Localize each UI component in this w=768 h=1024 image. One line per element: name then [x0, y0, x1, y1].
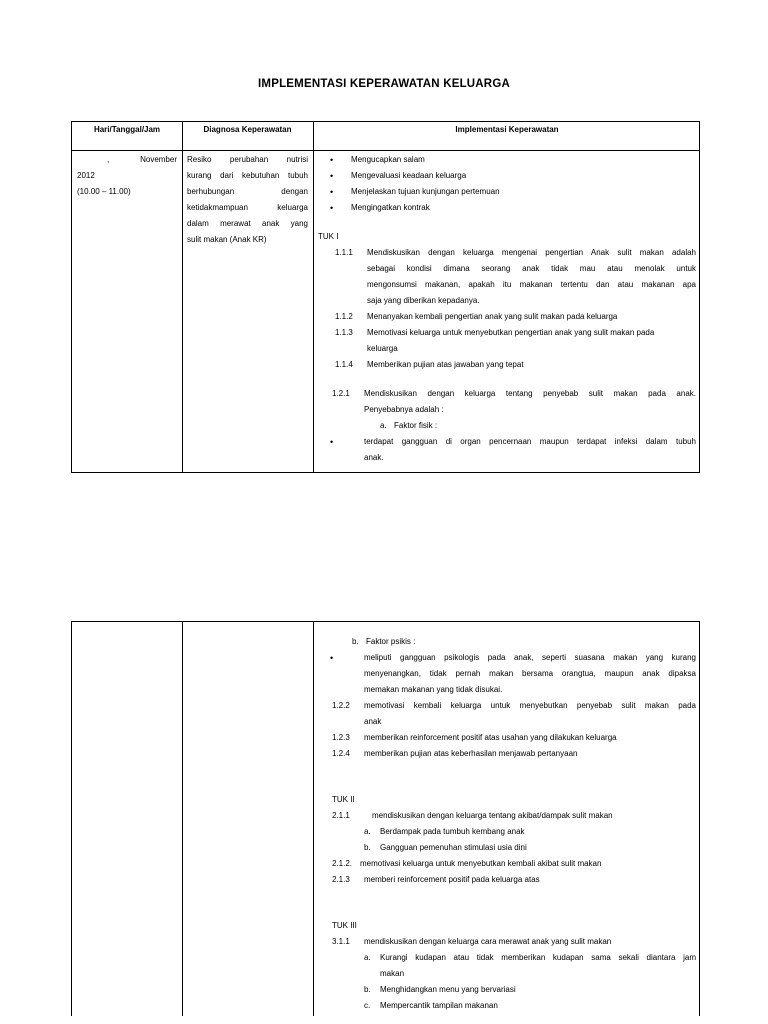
text-line: keluarga [367, 344, 398, 353]
date-year: 2012 [77, 171, 95, 180]
factor-b-bullet [318, 650, 696, 698]
bullet-item: • Mengingatkan kontrak [318, 200, 696, 216]
date-time: (10.00 – 11.00) [77, 187, 131, 196]
factor-b [318, 634, 696, 650]
item-1-2-1 [318, 386, 696, 418]
sub-text: Gangguan pemenuhan stimulasi usia dini [380, 843, 527, 852]
header-implementation: Implementasi Keperawatan [455, 125, 559, 134]
bullet-item: • Mengevaluasi keadaan keluarga [318, 168, 696, 184]
diagnosis-line: sulit makan (Anak KR) [187, 235, 267, 244]
text-line: Memotivasi keluarga untuk menyebutkan pengertian anak yang sulit makan pada [367, 328, 655, 337]
item-number: 2.1.1 [332, 811, 350, 820]
factor-label: Faktor fisik : [394, 421, 438, 430]
diagnosis-line: kurang dari kebutuhan tubuh [187, 171, 308, 180]
text-line: • meliputi gangguan psikologis pada anak, seperti suasana makan yang kurang [364, 653, 696, 662]
sub-item [318, 950, 696, 982]
item-number: 2.1.2. [332, 859, 353, 868]
text-line: mengonsumsi makanan, apakah itu makanan tertentu dan atau makanan apa [367, 280, 696, 289]
sub-letter: a. [364, 953, 371, 962]
diagnosis-cell [187, 152, 308, 248]
item-text [367, 245, 696, 309]
item-text: memberi reinforcement positif pada keluarga atas [364, 875, 540, 884]
header-diagnosis: Diagnosa Keperawatan [203, 125, 292, 134]
sub-text: Menghidangkan menu yang bervariasi [380, 985, 516, 994]
item-text: memberikan pujian atas keberhasilan menjawab pertanyaan [364, 749, 578, 758]
tuk-heading: TUK I [318, 232, 339, 241]
item-text: mendiskusikan dengan keluarga cara merawat anak yang sulit makan [364, 937, 612, 946]
header-date: Hari/Tanggal/Jam [93, 125, 161, 134]
diagnosis-line: ketidakmampuan keluarga [187, 203, 308, 212]
diagnosis-line: berhubungan dengan [187, 187, 308, 196]
item-1-1-1 [318, 245, 696, 309]
item-2-1-2 [318, 856, 696, 872]
implementation-table-page2 [71, 621, 700, 1016]
factor-a [318, 418, 696, 434]
tuk-heading: TUK II [332, 795, 355, 804]
text-line: saja yang diberikan kepadanya. [367, 296, 480, 305]
text-line: Kurangi kudapan atau tidak memberikan kudapan sama sekali diantara jam [380, 953, 696, 962]
column-divider [182, 122, 183, 472]
item-number: 1.1.4 [335, 360, 353, 369]
document-title: IMPLEMENTASI KEPERAWATAN KELUARGA [258, 78, 510, 90]
sub-text: Berdampak pada tumbuh kembang anak [380, 827, 525, 836]
item-number: 2.1.3 [332, 875, 350, 884]
sub-item [318, 824, 696, 840]
text-line: menyenangkan, tidak pernah makan bersama orangtua, maupun anak dipaksa [364, 669, 696, 678]
text-line: memotivasi kembali keluarga untuk menyebutkan penyebab sulit makan pada [364, 701, 696, 710]
sub-letter: b. [364, 843, 371, 852]
item-3-1-1 [318, 934, 696, 950]
item-number: 1.1.1 [335, 248, 353, 257]
implementation-table-page1 [71, 121, 700, 473]
sub-letter: a. [364, 827, 371, 836]
column-divider [182, 622, 183, 1016]
tuk-heading: TUK III [332, 921, 357, 930]
text-line: Mendiskusikan dengan keluarga tentang penyebab sulit makan pada anak. [364, 389, 696, 398]
implementation-cell [318, 152, 696, 466]
header-divider [72, 150, 699, 151]
item-1-1-3 [318, 325, 696, 357]
item-text: mendiskusikan dengan keluarga tentang akibat/dampak sulit makan [372, 811, 613, 820]
date-month: November [140, 155, 177, 164]
date-comma: , [107, 155, 110, 164]
item-number: 3.1.1 [332, 937, 350, 946]
text-line: • terdapat gangguan di organ pencernaan maupun terdapat infeksi dalam tubuh [364, 437, 696, 446]
factor-letter: a. [380, 421, 387, 430]
text-line: makan [380, 969, 405, 978]
date-cell [77, 152, 177, 200]
item-number: 1.2.1 [332, 389, 350, 398]
sub-text [380, 950, 696, 982]
item-text [364, 698, 696, 730]
sub-item [318, 982, 696, 998]
item-number: 1.2.4 [332, 749, 350, 758]
sub-letter: c. [364, 1001, 371, 1010]
bullet-item: • Menjelaskan tujuan kunjungan pertemuan [318, 184, 696, 200]
implementation-cell [318, 634, 696, 1014]
item-text: memberikan reinforcement positif atas usahan yang dilakukan keluarga [364, 733, 617, 742]
item-number: 1.2.2 [332, 701, 350, 710]
text-line: anak [364, 717, 382, 726]
item-2-1-3 [318, 872, 696, 888]
factor-letter: b. [352, 637, 359, 646]
sub-item [318, 998, 696, 1014]
factor-a-bullet [318, 434, 696, 466]
item-text: memotivasi keluarga untuk menyebutkan kembali akibat sulit makan [360, 859, 602, 868]
item-text [364, 386, 696, 418]
item-number: 1.1.2 [335, 312, 353, 321]
sub-letter: b. [364, 985, 371, 994]
item-1-2-4 [318, 746, 696, 762]
item-text [367, 325, 696, 357]
column-divider [313, 122, 314, 472]
item-text: Memberikan pujian atas jawaban yang tepat [367, 360, 524, 369]
item-1-1-4 [318, 357, 696, 373]
text-line: anak. [364, 453, 384, 462]
diagnosis-line: Resiko perubahan nutrisi [187, 155, 308, 164]
date-line [77, 152, 177, 168]
item-1-2-2 [318, 698, 696, 730]
item-2-1-1 [318, 808, 696, 824]
item-number: 1.1.3 [335, 328, 353, 337]
column-divider [313, 622, 314, 1016]
text-line: sebagai kondisi dimana seorang anak tidak mau atau menolak untuk [367, 264, 696, 273]
factor-label: Faktor psikis : [366, 637, 416, 646]
item-1-2-3 [318, 730, 696, 746]
item-number: 1.2.3 [332, 733, 350, 742]
text-line: memakan makanan yang tidak disukai. [364, 685, 503, 694]
item-text: Menanyakan kembali pengertian anak yang sulit makan pada keluarga [367, 312, 618, 321]
diagnosis-line: dalam merawat anak yang [187, 219, 308, 228]
item-1-1-2 [318, 309, 696, 325]
sub-text: Mempercantik tampilan makanan [380, 1001, 498, 1010]
sub-item [318, 840, 696, 856]
bullet-item: • Mengucapkan salam [318, 152, 696, 168]
text-line: Penyebabnya adalah : [364, 405, 444, 414]
text-line: Mendiskusikan dengan keluarga mengenai pengertian Anak sulit makan adalah [367, 248, 696, 257]
